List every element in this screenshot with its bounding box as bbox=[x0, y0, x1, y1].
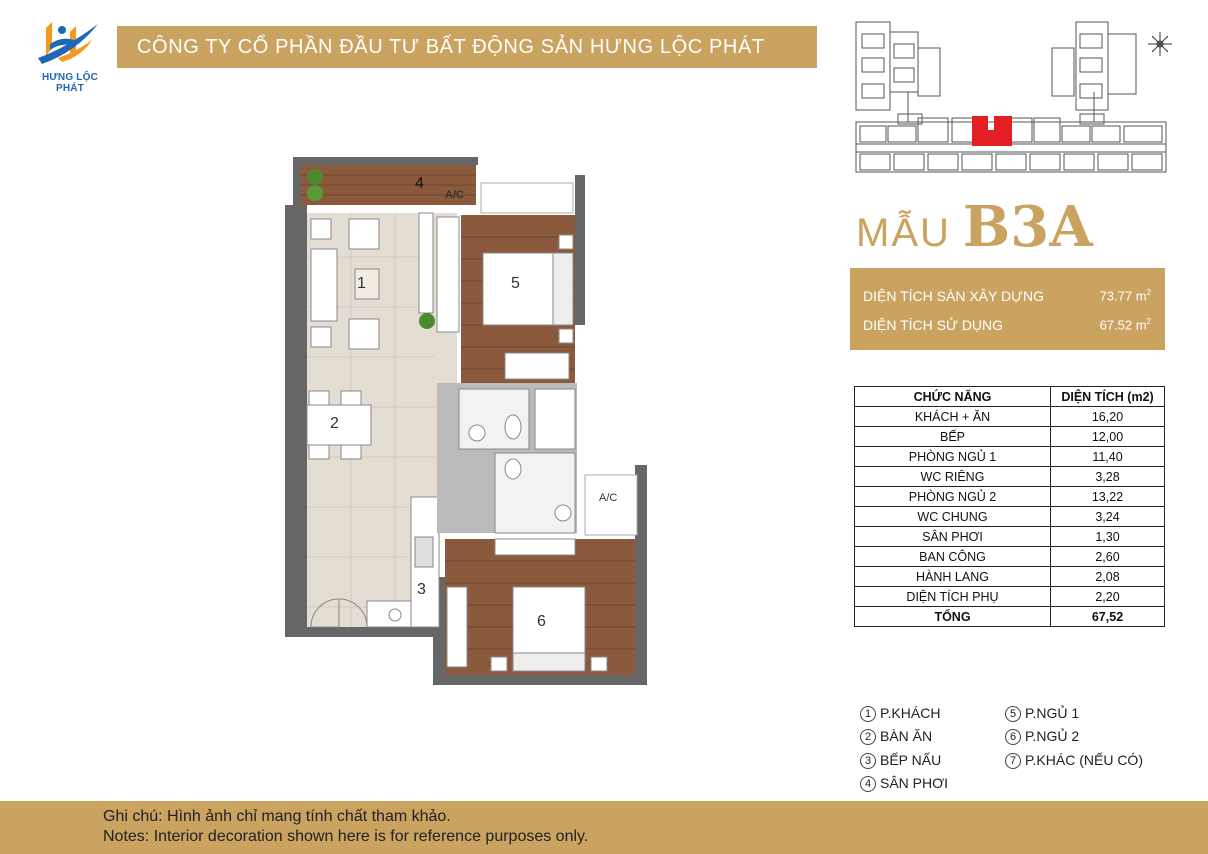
logo-mark-icon bbox=[36, 18, 104, 70]
table-row: SÂN PHƠI 1,30 bbox=[855, 527, 1165, 547]
function-area-table bbox=[854, 386, 1165, 627]
ac-label-right: A/C bbox=[599, 492, 618, 504]
legend-item: 4 SÂN PHƠI bbox=[860, 775, 948, 792]
area-label: DIỆN TÍCH SỬ DỤNG bbox=[863, 317, 1004, 333]
room-number-1: 1 bbox=[357, 275, 366, 292]
table-row: KHÁCH + ĂN 16,20 bbox=[855, 407, 1165, 427]
logo-text: HƯNG LỘC PHÁT bbox=[41, 72, 98, 94]
legend-item: 3 BẾP NẤU bbox=[860, 752, 941, 769]
table-row: WC CHUNG 3,24 bbox=[855, 507, 1165, 527]
table-row: PHÒNG NGỦ 2 13,22 bbox=[855, 487, 1165, 507]
area-row-construction: DIỆN TÍCH SÀN XÂY DỰNG 73.77 $m^2$ bbox=[863, 288, 1151, 304]
legend-item: 6 P.NGỦ 2 bbox=[1005, 728, 1079, 745]
ac-label-balcony: A/C bbox=[445, 189, 464, 201]
table-header-row bbox=[855, 387, 1165, 407]
column-header: DIỆN TÍCH (m2) bbox=[1051, 387, 1165, 407]
room-number-6: 6 bbox=[537, 613, 546, 630]
area-summary bbox=[850, 268, 1165, 350]
table-row: WC RIÊNG 3,28 bbox=[855, 467, 1165, 487]
legend-item: 5 P.NGỦ 1 bbox=[1005, 705, 1079, 722]
column-header: CHỨC NĂNG bbox=[855, 387, 1051, 407]
footer-notes bbox=[0, 801, 1208, 854]
legend-item: 2 BÀN ĂN bbox=[860, 728, 932, 745]
room-number-3: 3 bbox=[417, 581, 426, 598]
legend-item: 1 P.KHÁCH bbox=[860, 705, 940, 722]
table-row: PHÒNG NGỦ 1 11,40 bbox=[855, 447, 1165, 467]
table-row: BAN CÔNG 2,60 bbox=[855, 547, 1165, 567]
room-number-4: 4 bbox=[415, 175, 424, 192]
model-title bbox=[856, 194, 1093, 260]
table-total-row: TỔNG 67,52 bbox=[855, 607, 1165, 627]
compass-icon bbox=[1148, 32, 1172, 56]
company-logo bbox=[28, 18, 112, 94]
model-code: B3A bbox=[962, 194, 1093, 260]
area-value: 73.77 m bbox=[1099, 288, 1147, 304]
legend-item: 7 P.KHÁC (NẾU CÓ) bbox=[1005, 752, 1143, 769]
company-name-banner: CÔNG TY CỔ PHẦN ĐẦU TƯ BẤT ĐỘNG SẢN HƯNG LỘC PHÁT bbox=[117, 26, 817, 68]
table-row: BẾP 12,00 bbox=[855, 427, 1165, 447]
model-prefix: MẪU bbox=[856, 211, 951, 255]
floor-plan bbox=[285, 157, 650, 687]
room-number-2: 2 bbox=[330, 415, 339, 432]
area-row-usable: DIỆN TÍCH SỬ DỤNG 67.52 $m^2$ bbox=[863, 317, 1151, 333]
area-label: DIỆN TÍCH SÀN XÂY DỰNG bbox=[863, 288, 1045, 304]
table-row: HÀNH LANG 2,08 bbox=[855, 567, 1165, 587]
note-english: Notes: Interior decoration shown here is for reference purposes only. bbox=[103, 828, 589, 845]
area-value: 67.52 m bbox=[1099, 317, 1147, 333]
room-number-5: 5 bbox=[511, 275, 520, 292]
table-row: DIỆN TÍCH PHỤ 2,20 bbox=[855, 587, 1165, 607]
note-vietnamese: Ghi chú: Hình ảnh chỉ mang tính chất tham khảo. bbox=[103, 808, 451, 825]
key-plan bbox=[848, 14, 1178, 184]
